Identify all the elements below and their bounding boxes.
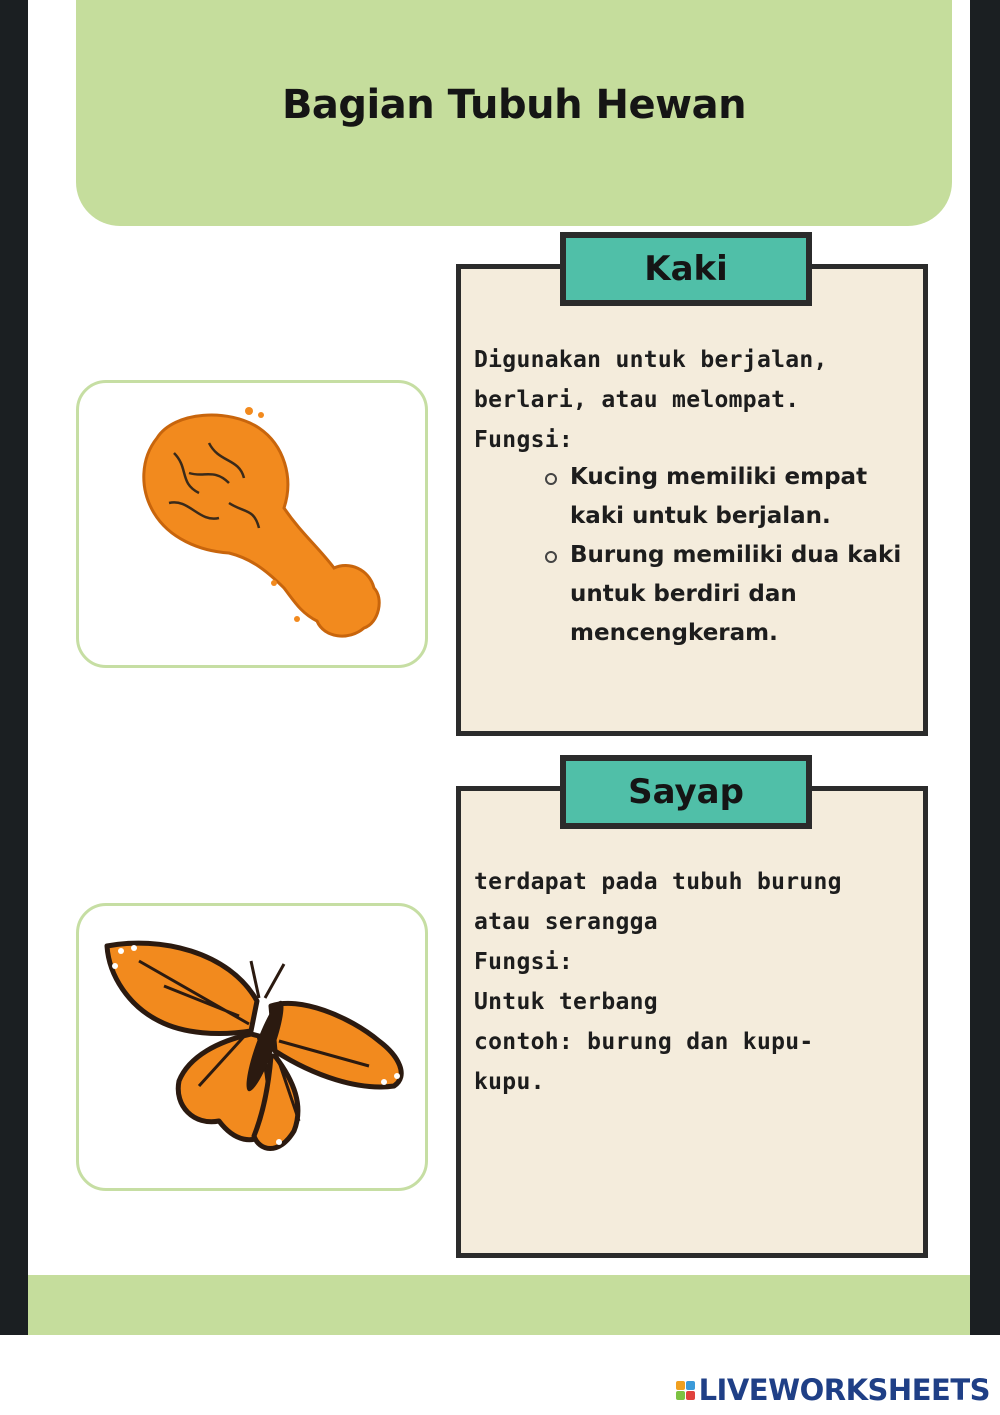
right-frame-border [970,0,1000,1335]
kaki-tab-label: Kaki [560,232,812,306]
kaki-function-item: Kucing memiliki empat kaki untuk berjalan. [540,458,920,536]
kaki-description [474,340,924,460]
left-frame-border [0,0,28,1335]
kaki-description-line: Digunakan untuk berjalan, [474,347,828,373]
sayap-description [474,862,924,1102]
sayap-description-line: contoh: burung dan kupu- [474,1029,814,1055]
header-banner [76,0,952,226]
worksheet-page [28,0,970,1335]
page-title: Bagian Tubuh Hewan [281,82,747,128]
kaki-description-line: berlari, atau melompat. [474,387,800,413]
sayap-tab-label: Sayap [560,755,812,829]
liveworksheets-logo-mark [676,1381,695,1400]
sayap-description-line: atau serangga [474,909,658,935]
sayap-function-label: Fungsi: [474,949,574,975]
liveworksheets-logo[interactable] [676,1372,990,1408]
sayap-description-line: Untuk terbang [474,989,658,1015]
chicken-leg-icon [79,383,425,665]
liveworksheets-logo-text: LIVEWORKSHEETS [698,1373,990,1407]
chicken-leg-image-card [76,380,428,668]
butterfly-icon [79,906,425,1188]
kaki-function-label: Fungsi: [474,427,574,453]
footer-banner [28,1275,970,1335]
butterfly-image-card [76,903,428,1191]
kaki-function-list [540,458,920,653]
sayap-description-line: kupu. [474,1069,545,1095]
sayap-description-line: terdapat pada tubuh burung [474,869,842,895]
kaki-function-item: Burung memiliki dua kaki untuk berdiri dan mencengkeram. [540,536,920,653]
